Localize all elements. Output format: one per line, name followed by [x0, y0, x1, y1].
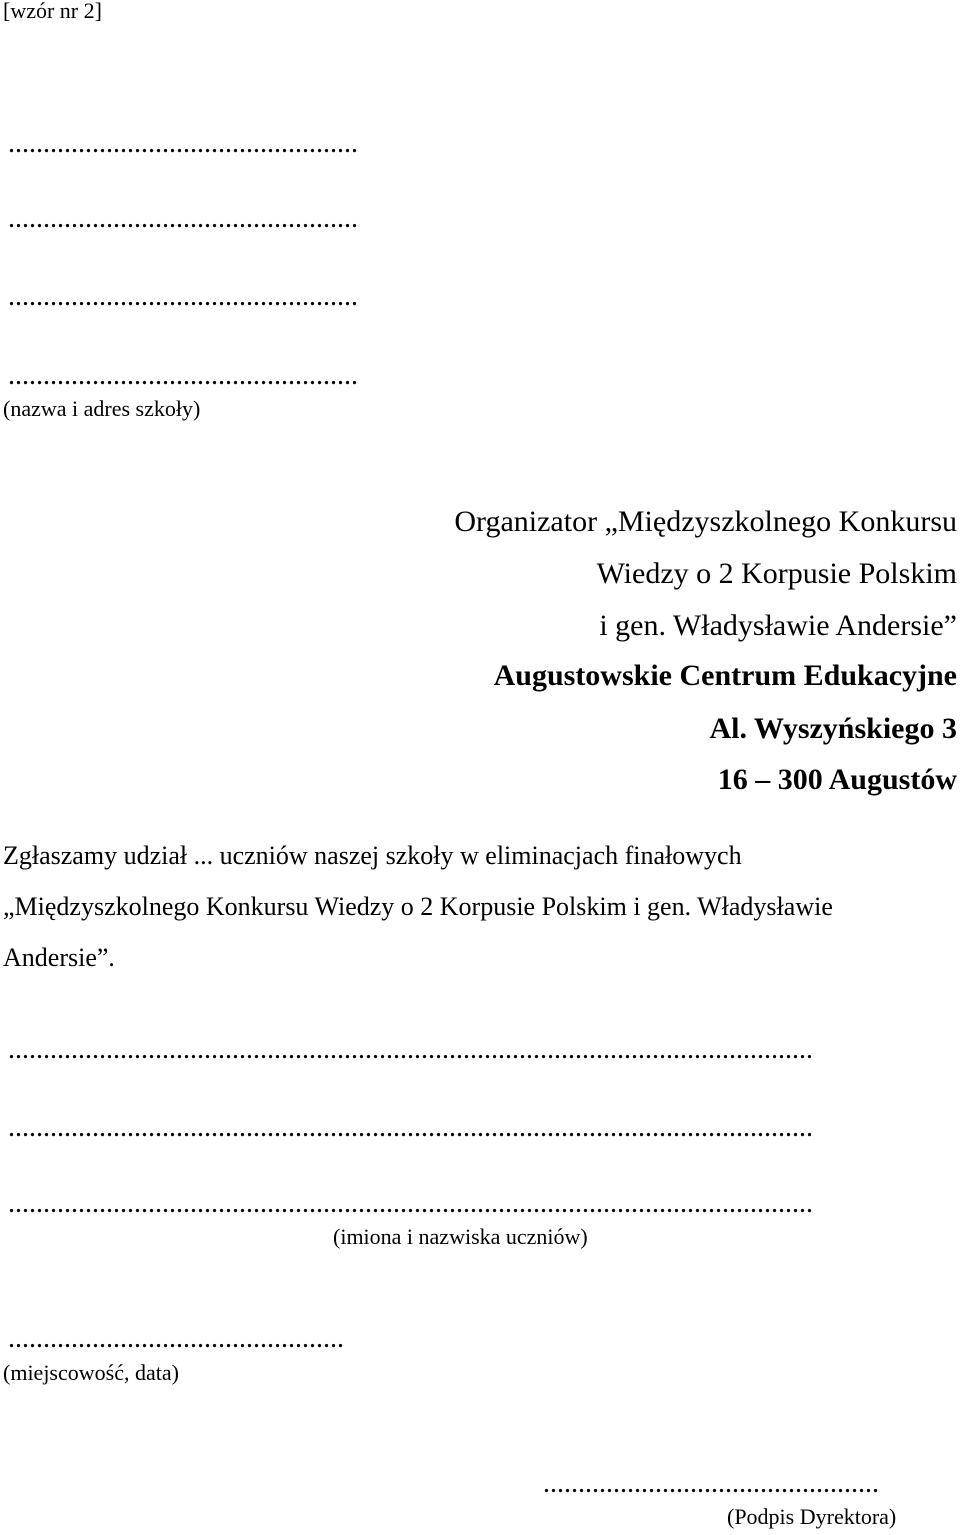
recipient-line-6: 16 – 300 Augustów: [717, 763, 957, 796]
body-line-2: „Międzyszkolnego Konkursu Wiedzy o 2 Korpusie Polskim i gen. Władysławie: [3, 892, 833, 921]
students-caption: (imiona i nazwiska uczniów): [333, 1224, 588, 1249]
signature-caption: (Podpis Dyrektora): [727, 1504, 897, 1529]
school-dot-line-1: ..................................................: [8, 128, 358, 159]
body-line-1: Zgłaszamy udział ... uczniów naszej szkoły w eliminacjach finałowych: [3, 841, 742, 870]
body-line-3: Andersie”.: [3, 943, 115, 972]
school-dot-line-2: ..................................................: [8, 203, 358, 234]
school-caption: (nazwa i adres szkoły): [3, 396, 201, 421]
place-date-dot-line: ................................................: [8, 1323, 344, 1354]
recipient-line-3: i gen. Władysławie Andersie”: [599, 609, 957, 642]
template-tag: [wzór nr 2]: [3, 0, 102, 23]
students-dot-line-3: ...................................................................................................................: [8, 1188, 813, 1219]
recipient-line-4: Augustowskie Centrum Edukacyjne: [493, 659, 957, 692]
students-dot-line-2: ...................................................................................................................: [8, 1112, 813, 1143]
place-date-caption: (miejscowość, data): [3, 1360, 179, 1385]
school-dot-line-3: ..................................................: [8, 281, 358, 312]
recipient-line-5: Al. Wyszyńskiego 3: [709, 712, 957, 745]
school-dot-line-4: ..................................................: [8, 360, 358, 391]
signature-dot-line: ................................................: [543, 1468, 879, 1499]
recipient-line-1: Organizator „Międzyszkolnego Konkursu: [454, 505, 957, 538]
recipient-line-2: Wiedzy o 2 Korpusie Polskim: [596, 557, 957, 590]
students-dot-line-1: ...................................................................................................................: [8, 1034, 813, 1065]
